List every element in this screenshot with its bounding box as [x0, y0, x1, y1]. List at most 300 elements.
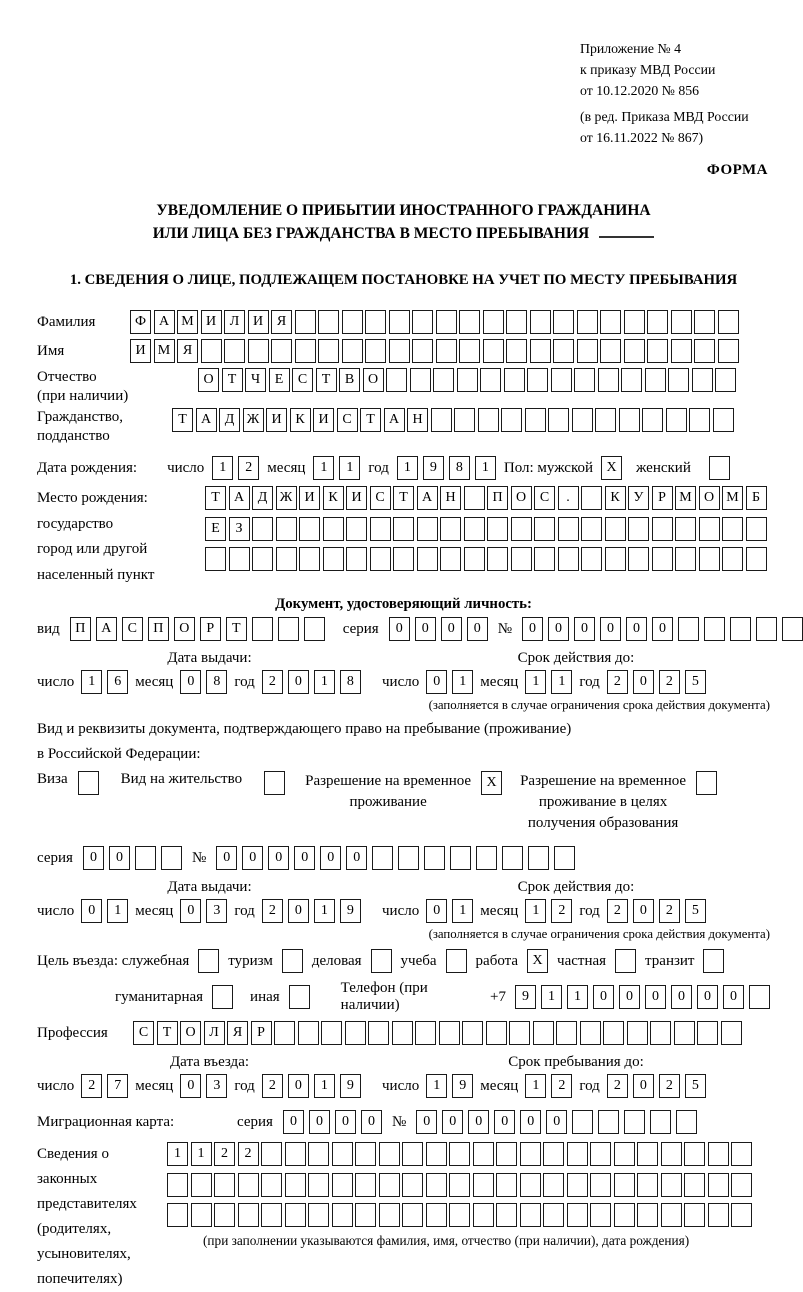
char-cell: 9 [423, 456, 444, 480]
dob-day-label: число [167, 459, 205, 476]
char-cell[interactable] [615, 949, 636, 973]
permit-valid-note: (заполняется в случае ограничения срока действия документа) [428, 927, 770, 941]
char-cell: М [177, 310, 198, 334]
char-cell [715, 368, 736, 392]
char-cell: Р [200, 617, 221, 641]
char-cell: 3 [206, 1074, 227, 1098]
char-cell [345, 1021, 366, 1045]
char-cell [295, 310, 316, 334]
char-cell: . [558, 486, 579, 510]
char-cell [558, 517, 579, 541]
char-cell[interactable] [731, 1203, 752, 1227]
char-cell[interactable] [214, 1203, 235, 1227]
char-cell [271, 339, 292, 363]
char-cell: 0 [645, 985, 666, 1009]
char-cell: 0 [216, 846, 237, 870]
char-cell [323, 517, 344, 541]
purpose-official-checkbox[interactable] [198, 949, 219, 973]
char-cell[interactable] [696, 771, 717, 795]
char-cell [598, 1110, 619, 1134]
char-cell[interactable] [614, 1173, 635, 1197]
permit-valid-day-label: число [382, 902, 420, 919]
char-cell: 0 [633, 899, 654, 923]
purpose-other-checkbox[interactable] [289, 985, 310, 1009]
char-cell [581, 486, 602, 510]
char-cell[interactable] [308, 1203, 329, 1227]
patronymic-label: Отчество (при наличии) [37, 369, 129, 404]
char-cell [368, 1021, 389, 1045]
char-cell [161, 846, 182, 870]
char-cell[interactable] [264, 771, 285, 795]
char-cell [553, 339, 574, 363]
char-cell [459, 310, 480, 334]
char-cell[interactable]: X [527, 949, 548, 973]
char-cell: С [122, 617, 143, 641]
char-cell: И [299, 486, 320, 510]
char-cell: О [180, 1021, 201, 1045]
char-cell: 0 [268, 846, 289, 870]
char-cell: Т [205, 486, 226, 510]
dob-year-cells [397, 456, 496, 480]
char-cell: 5 [685, 899, 706, 923]
char-cell[interactable] [332, 1173, 353, 1197]
char-cell [393, 517, 414, 541]
char-cell[interactable] [590, 1203, 611, 1227]
doc-number-cells [522, 617, 803, 641]
char-cell [652, 517, 673, 541]
char-cell: С [133, 1021, 154, 1045]
char-cell[interactable] [731, 1173, 752, 1197]
char-cell: 0 [723, 985, 744, 1009]
stay-until-label: Срок пребывания до: [508, 1054, 644, 1070]
char-cell: М [154, 339, 175, 363]
char-cell [274, 1021, 295, 1045]
representatives-row1-cells [167, 1142, 752, 1166]
char-cell[interactable] [426, 1173, 447, 1197]
char-cell: 9 [452, 1074, 473, 1098]
char-cell [721, 1021, 742, 1045]
char-cell[interactable] [581, 547, 602, 571]
representatives-row3-cells[interactable] [167, 1203, 752, 1227]
char-cell: 0 [652, 617, 673, 641]
char-cell [252, 617, 273, 641]
char-cell: 2 [551, 899, 572, 923]
char-cell [627, 1021, 648, 1045]
char-cell[interactable] [590, 1173, 611, 1197]
char-cell[interactable] [709, 456, 730, 480]
representatives-row2-cells[interactable] [167, 1173, 752, 1197]
char-cell: 0 [619, 985, 640, 1009]
char-cell[interactable] [426, 1203, 447, 1227]
purpose-work-checkbox[interactable] [527, 949, 548, 973]
char-cell[interactable] [699, 547, 720, 571]
char-cell[interactable] [191, 1203, 212, 1227]
purpose-business-checkbox[interactable] [371, 949, 392, 973]
char-cell [572, 1110, 593, 1134]
char-cell: И [130, 339, 151, 363]
char-cell [496, 1142, 517, 1166]
char-cell [551, 368, 572, 392]
char-cell[interactable] [652, 547, 673, 571]
char-cell [577, 310, 598, 334]
char-cell: 1 [426, 1074, 447, 1098]
char-cell [476, 846, 497, 870]
char-cell: 1 [525, 670, 546, 694]
char-cell [530, 310, 551, 334]
char-cell [520, 1142, 541, 1166]
permit-valid-until-label: Срок действия до: [517, 879, 635, 895]
char-cell: Т [360, 408, 381, 432]
char-cell: 2 [262, 1074, 283, 1098]
char-cell [318, 339, 339, 363]
char-cell [372, 846, 393, 870]
entry-year-cells [262, 1074, 361, 1098]
char-cell [543, 1142, 564, 1166]
char-cell [412, 339, 433, 363]
char-cell: 1 [541, 985, 562, 1009]
doc-issue-year-label: год [234, 673, 255, 690]
char-cell: 0 [288, 899, 309, 923]
dob-day-cells [212, 456, 259, 480]
char-cell[interactable] [567, 1203, 588, 1227]
char-cell: 0 [288, 670, 309, 694]
char-cell [459, 339, 480, 363]
char-cell[interactable] [167, 1203, 188, 1227]
citizenship-label: Гражданство, подданство [37, 409, 124, 444]
char-cell: О [511, 486, 532, 510]
permit-series-cells [83, 846, 182, 870]
char-cell[interactable] [605, 547, 626, 571]
char-cell [318, 310, 339, 334]
char-cell [694, 310, 715, 334]
char-cell [389, 310, 410, 334]
char-cell: Л [204, 1021, 225, 1045]
char-cell: 1 [167, 1142, 188, 1166]
char-cell: В [339, 368, 360, 392]
char-cell: 0 [242, 846, 263, 870]
char-cell [462, 1021, 483, 1045]
permit-issue-day-cells [81, 899, 128, 923]
char-cell: 0 [309, 1110, 330, 1134]
permit-issue-month-cells [180, 899, 227, 923]
purpose-other-label: иная [250, 988, 280, 1005]
char-cell[interactable] [346, 547, 367, 571]
char-cell [678, 617, 699, 641]
stay-month-label: месяц [480, 1077, 519, 1094]
form-title-line1: УВЕДОМЛЕНИЕ О ПРИБЫТИИ ИНОСТРАННОГО ГРАЖДАНИНА [156, 202, 651, 219]
char-cell [298, 1021, 319, 1045]
char-cell [424, 846, 445, 870]
char-cell[interactable] [417, 547, 438, 571]
char-cell: 2 [659, 670, 680, 694]
birthplace-row3-cells[interactable] [205, 547, 767, 571]
permit-issue-date-label: Дата выдачи: [167, 879, 252, 895]
char-cell: Е [269, 368, 290, 392]
char-cell[interactable] [496, 1173, 517, 1197]
char-cell: С [534, 486, 555, 510]
char-cell: 6 [107, 670, 128, 694]
char-cell: Я [177, 339, 198, 363]
char-cell: Е [205, 517, 226, 541]
char-cell [647, 310, 668, 334]
char-cell[interactable] [440, 547, 461, 571]
purpose-humanitarian-checkbox[interactable] [212, 985, 233, 1009]
form-title [37, 199, 770, 245]
forma-label: ФОРМА [706, 162, 768, 178]
char-cell: 1 [314, 1074, 335, 1098]
char-cell [365, 339, 386, 363]
char-cell[interactable] [282, 949, 303, 973]
char-cell: 0 [346, 846, 367, 870]
char-cell[interactable] [238, 1173, 259, 1197]
char-cell[interactable] [402, 1173, 423, 1197]
phone-cells [515, 985, 770, 1009]
char-cell [449, 1142, 470, 1166]
char-cell: 2 [214, 1142, 235, 1166]
char-cell: 8 [449, 456, 470, 480]
purpose-tourism-checkbox[interactable] [282, 949, 303, 973]
char-cell [694, 339, 715, 363]
char-cell [718, 339, 739, 363]
char-cell [590, 1142, 611, 1166]
doc-series-cells [389, 617, 488, 641]
char-cell[interactable] [543, 1203, 564, 1227]
char-cell [440, 517, 461, 541]
title-blank-underline [599, 222, 654, 238]
char-cell[interactable] [276, 547, 297, 571]
char-cell[interactable] [167, 1173, 188, 1197]
stay-day-label: число [382, 1077, 420, 1094]
char-cell: 0 [180, 670, 201, 694]
char-cell [600, 310, 621, 334]
char-cell[interactable] [289, 985, 310, 1009]
char-cell: 0 [671, 985, 692, 1009]
char-cell[interactable] [238, 1203, 259, 1227]
temp-residence-label: Разрешение на временное проживание [305, 773, 472, 810]
char-cell[interactable] [520, 1173, 541, 1197]
char-cell [321, 1021, 342, 1045]
char-cell[interactable] [78, 771, 99, 795]
char-cell: 1 [81, 670, 102, 694]
char-cell[interactable] [708, 1173, 729, 1197]
char-cell [530, 339, 551, 363]
char-cell[interactable] [355, 1203, 376, 1227]
char-cell [370, 517, 391, 541]
char-cell[interactable] [332, 1203, 353, 1227]
char-cell[interactable] [722, 547, 743, 571]
char-cell [483, 339, 504, 363]
char-cell [645, 368, 666, 392]
char-cell: Л [224, 310, 245, 334]
char-cell[interactable] [379, 1173, 400, 1197]
char-cell[interactable] [198, 949, 219, 973]
char-cell: С [370, 486, 391, 510]
char-cell[interactable] [675, 547, 696, 571]
stay-day-cells [426, 1074, 473, 1098]
char-cell: 0 [633, 1074, 654, 1098]
doc-number-label: № [497, 620, 512, 637]
char-cell[interactable] [661, 1173, 682, 1197]
sex-female-checkbox[interactable] [709, 456, 730, 480]
purpose-official-label: Цель въезда: служебная [37, 952, 190, 969]
residence-permit-checkbox[interactable] [264, 771, 285, 795]
char-cell[interactable] [558, 547, 579, 571]
char-cell: 0 [320, 846, 341, 870]
char-cell [386, 368, 407, 392]
char-cell[interactable] [205, 547, 226, 571]
char-cell[interactable] [637, 1203, 658, 1227]
char-cell: 2 [659, 1074, 680, 1098]
char-cell[interactable] [449, 1173, 470, 1197]
char-cell [628, 517, 649, 541]
char-cell [624, 1110, 645, 1134]
char-cell[interactable]: X [601, 456, 622, 480]
char-cell [431, 408, 452, 432]
char-cell: 0 [441, 617, 462, 641]
header-line: Приложение № 4 [580, 41, 682, 56]
char-cell [506, 310, 527, 334]
char-cell [308, 1142, 329, 1166]
sex-male-checkbox[interactable] [601, 456, 622, 480]
char-cell [671, 339, 692, 363]
char-cell [689, 408, 710, 432]
char-cell[interactable] [511, 547, 532, 571]
char-cell[interactable] [473, 1203, 494, 1227]
char-cell[interactable] [299, 547, 320, 571]
doc-issue-date-label: Дата выдачи: [167, 650, 252, 666]
char-cell[interactable] [703, 949, 724, 973]
char-cell [642, 408, 663, 432]
char-cell [450, 846, 471, 870]
stay-year-label: год [579, 1077, 600, 1094]
char-cell[interactable] [261, 1203, 282, 1227]
char-cell[interactable] [214, 1173, 235, 1197]
char-cell[interactable] [370, 547, 391, 571]
char-cell[interactable] [212, 985, 233, 1009]
char-cell [392, 1021, 413, 1045]
char-cell [436, 339, 457, 363]
birthplace-row1-cells [205, 486, 767, 510]
char-cell[interactable] [567, 1173, 588, 1197]
char-cell[interactable] [285, 1173, 306, 1197]
char-cell [487, 517, 508, 541]
purpose-study-checkbox[interactable] [446, 949, 467, 973]
char-cell: 2 [551, 1074, 572, 1098]
birthplace-row2-cells [205, 517, 767, 541]
char-cell[interactable]: X [481, 771, 502, 795]
char-cell[interactable] [496, 1203, 517, 1227]
char-cell: Ж [243, 408, 264, 432]
char-cell: 0 [81, 899, 102, 923]
purpose-transit-checkbox[interactable] [703, 949, 724, 973]
visa-checkbox[interactable] [78, 771, 99, 795]
char-cell [650, 1110, 671, 1134]
char-cell[interactable] [520, 1203, 541, 1227]
temp-residence-edu-checkbox[interactable] [696, 771, 717, 795]
char-cell[interactable] [323, 547, 344, 571]
char-cell [410, 368, 431, 392]
char-cell: 2 [238, 456, 259, 480]
dob-year-label: год [368, 459, 389, 476]
birthplace-labels: Место рождения: государство город или другой населенный пункт [37, 490, 155, 583]
char-cell[interactable] [308, 1173, 329, 1197]
char-cell: 0 [283, 1110, 304, 1134]
char-cell [637, 1142, 658, 1166]
char-cell: Р [251, 1021, 272, 1045]
char-cell: 3 [206, 899, 227, 923]
char-cell: 1 [313, 456, 334, 480]
char-cell[interactable] [487, 547, 508, 571]
char-cell [295, 339, 316, 363]
char-cell[interactable] [402, 1203, 423, 1227]
char-cell: О [174, 617, 195, 641]
char-cell: 0 [415, 617, 436, 641]
char-cell[interactable] [379, 1203, 400, 1227]
char-cell: 2 [81, 1074, 102, 1098]
surname-cells [130, 310, 739, 334]
char-cell: 1 [452, 899, 473, 923]
permit-line1: Вид и реквизиты документа, подтверждающего право на пребывание (проживание) [37, 721, 572, 737]
char-cell[interactable] [393, 547, 414, 571]
doc-valid-month-label: месяц [480, 673, 519, 690]
char-cell [746, 517, 767, 541]
char-cell[interactable] [371, 949, 392, 973]
char-cell [619, 408, 640, 432]
char-cell[interactable] [534, 547, 555, 571]
char-cell[interactable] [628, 547, 649, 571]
char-cell[interactable] [473, 1173, 494, 1197]
char-cell[interactable] [446, 949, 467, 973]
char-cell[interactable] [684, 1203, 705, 1227]
char-cell[interactable] [229, 547, 250, 571]
purpose-transit-label: транзит [645, 952, 695, 969]
char-cell[interactable] [285, 1203, 306, 1227]
char-cell [598, 368, 619, 392]
char-cell [718, 310, 739, 334]
purpose-tourism-label: туризм [228, 952, 273, 969]
char-cell[interactable] [637, 1173, 658, 1197]
purpose-humanitarian-label: гуманитарная [115, 988, 204, 1005]
doc-series-label: серия [342, 620, 379, 637]
char-cell: Т [393, 486, 414, 510]
migcard-number-cells [416, 1110, 697, 1134]
char-cell[interactable] [543, 1173, 564, 1197]
entry-day-label: число [37, 1077, 75, 1094]
char-cell: 0 [83, 846, 104, 870]
char-cell: Д [252, 486, 273, 510]
char-cell[interactable] [464, 547, 485, 571]
temp-residence-checkbox[interactable] [481, 771, 502, 795]
header-line: к приказу МВД России [580, 62, 716, 77]
purpose-private-checkbox[interactable] [615, 949, 636, 973]
doc-issue-month-label: месяц [135, 673, 174, 690]
char-cell [346, 517, 367, 541]
char-cell[interactable] [614, 1203, 635, 1227]
char-cell[interactable] [191, 1173, 212, 1197]
char-cell[interactable] [261, 1173, 282, 1197]
char-cell [684, 1142, 705, 1166]
char-cell[interactable] [746, 547, 767, 571]
doc-type-label: вид [37, 620, 60, 637]
char-cell[interactable] [684, 1173, 705, 1197]
char-cell[interactable] [708, 1203, 729, 1227]
char-cell[interactable] [661, 1203, 682, 1227]
char-cell[interactable] [355, 1173, 376, 1197]
char-cell[interactable] [252, 547, 273, 571]
char-cell: А [229, 486, 250, 510]
visa-label: Виза [37, 771, 68, 787]
char-cell[interactable] [449, 1203, 470, 1227]
